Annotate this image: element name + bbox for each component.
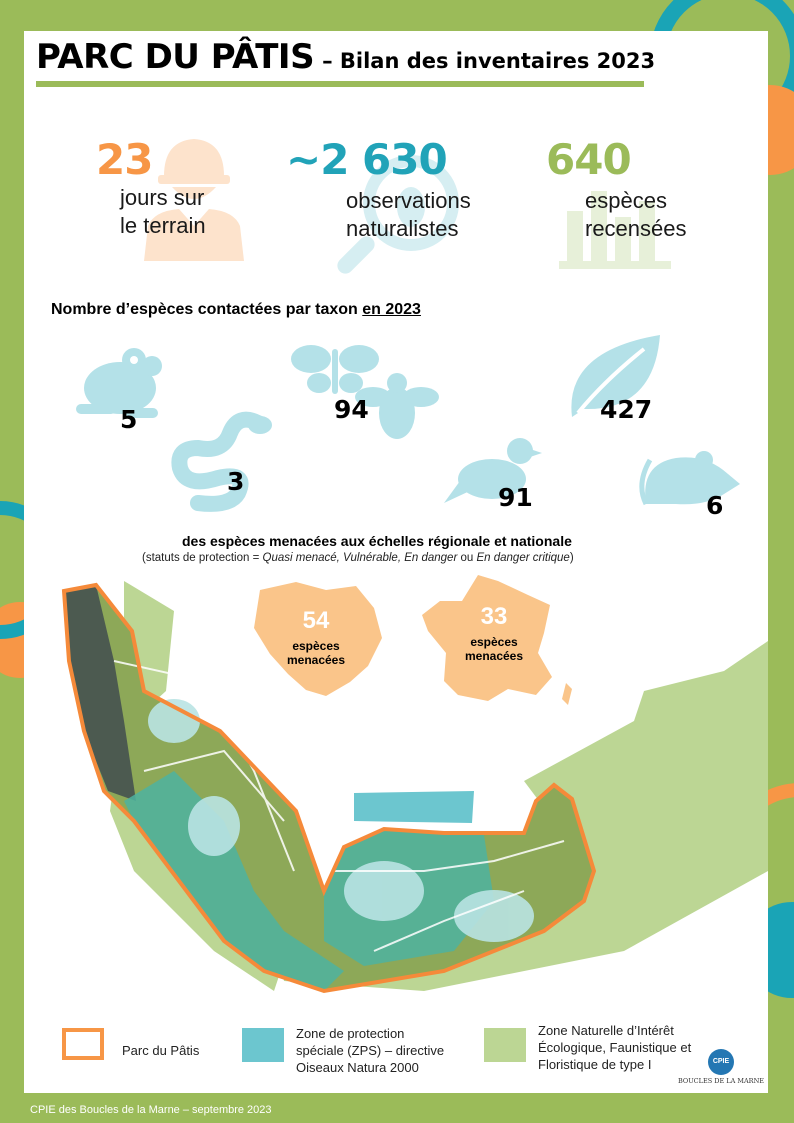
- zps-area: [354, 791, 474, 823]
- national-line1: espèces: [470, 635, 518, 649]
- regional-value: 54: [302, 607, 330, 634]
- legend-znieff-line1: Zone Naturelle d’Intérêt: [538, 1023, 674, 1038]
- page-title: PARC DU PÂTIS: [36, 37, 315, 77]
- legend-znieff-line3: Floristique de type I: [538, 1057, 652, 1072]
- stat-observations-label: [346, 187, 471, 243]
- park-map: [24, 571, 768, 1011]
- threatened-note: [142, 552, 574, 564]
- snake-icon: [168, 403, 278, 513]
- national-threatened: [438, 603, 550, 663]
- stat-days-label-line2: le terrain: [120, 213, 206, 238]
- legend-zps-line1: Zone de protection: [296, 1026, 405, 1041]
- taxon-count-insects: 94: [334, 395, 369, 424]
- taxa-heading-text: Nombre d’espèces contactées par taxon: [51, 301, 358, 318]
- regional-line1: espèces: [292, 639, 340, 653]
- legend-zps-line2: spéciale (ZPS) – directive: [296, 1043, 445, 1058]
- taxon-count-reptiles: 3: [227, 467, 245, 496]
- threatened-heading: des espèces menacées aux échelles régionale et nationale: [182, 533, 572, 549]
- stat-species-label-line2: recensées: [585, 216, 687, 241]
- national-line2: menacées: [464, 649, 524, 663]
- legend-swatch-park: [62, 1028, 104, 1060]
- taxon-count-mammals: 6: [706, 491, 724, 520]
- stat-days-label: [120, 184, 206, 240]
- note-statuses: Quasi menacé, Vulnérable, En danger: [262, 552, 458, 564]
- taxa-heading: [51, 301, 421, 319]
- cpie-logo-mark: CPIE: [708, 1049, 734, 1075]
- legend-label-zps: [296, 1025, 444, 1076]
- title-block: [36, 37, 655, 77]
- stat-species-value: 640: [546, 135, 631, 184]
- stat-days-value: 23: [96, 135, 153, 184]
- frog-icon: [68, 346, 164, 426]
- stat-observations-value: ~2 630: [286, 135, 447, 184]
- note-close: ): [569, 552, 574, 564]
- legend-swatch-zps: [242, 1028, 284, 1062]
- stat-observations-label-line2: naturalistes: [346, 216, 459, 241]
- footer-credit: CPIE des Boucles de la Marne – septembre 2023: [30, 1104, 272, 1116]
- taxon-count-birds: 91: [498, 483, 533, 512]
- legend-label-park: Parc du Pâtis: [122, 1043, 200, 1058]
- regional-line2: menacées: [286, 653, 346, 667]
- legend-znieff-line2: Écologique, Faunistique et: [538, 1040, 692, 1055]
- infographic-sheet: [24, 31, 768, 1093]
- title-underline: [36, 81, 644, 87]
- regional-threatened: [246, 607, 386, 667]
- national-value: 33: [480, 603, 508, 630]
- stat-species-label-line1: espèces: [585, 188, 667, 213]
- page-subtitle: – Bilan des inventaires 2023: [322, 49, 656, 73]
- cpie-logo-name: BOUCLES DE LA MARNE: [677, 1077, 765, 1085]
- legend-label-znieff: [538, 1022, 691, 1073]
- note-critical: En danger critique: [476, 552, 570, 564]
- stat-days-label-line1: jours sur: [120, 185, 205, 210]
- rodent-icon: [636, 444, 742, 514]
- cpie-logo: [676, 1049, 766, 1085]
- note-or: ou: [457, 552, 477, 564]
- taxon-count-amphibians: 5: [120, 405, 138, 434]
- stat-species-label: [585, 187, 687, 243]
- taxa-heading-year: en 2023: [362, 301, 421, 318]
- taxon-count-plants: 427: [600, 395, 653, 424]
- legend-zps-line3: Oiseaux Natura 2000: [296, 1060, 419, 1075]
- stat-observations-label-line1: observations: [346, 188, 471, 213]
- note-prefix: (statuts de protection =: [142, 552, 263, 564]
- legend-swatch-znieff: [484, 1028, 526, 1062]
